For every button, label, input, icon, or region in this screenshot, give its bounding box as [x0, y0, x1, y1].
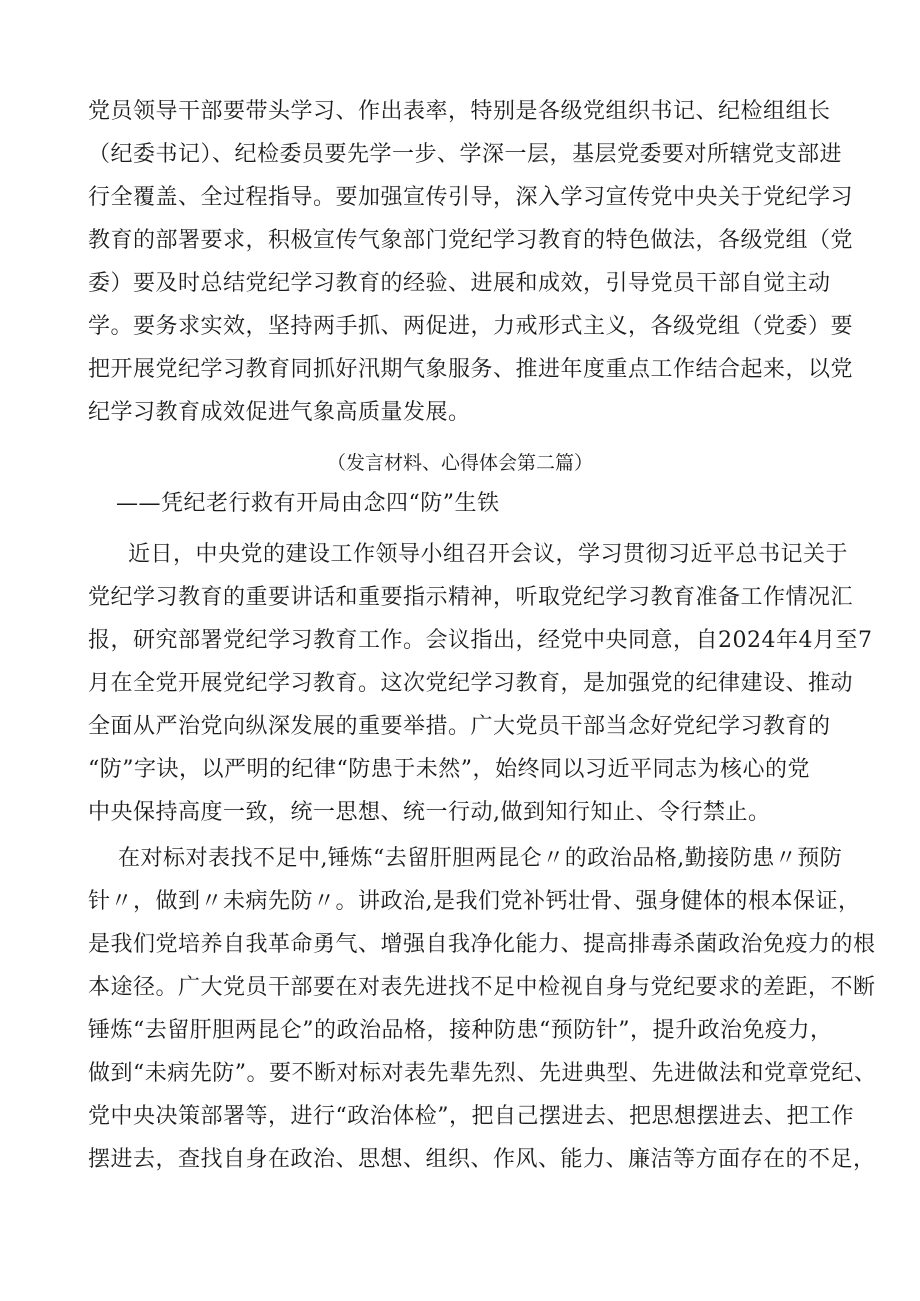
paragraph-1-line-6: 学。要务求实效，坚持两手抓、两促进，力戒形式主义，各级党组（党委）要 [88, 314, 854, 339]
paragraph-3-line-3: 是我们党培养自我革命勇气、增强自我净化能力、提高排毒杀菌政治免疫力的根 [88, 932, 876, 957]
paragraph-1-line-7: 把开展党纪学习教育同抓好汛期气象服务、推进年度重点工作结合起来，以党 [88, 357, 854, 382]
paragraph-3-line-5: 锤炼“去留肝胆两昆仑”的政治品格，接种防患“预防针”，提升政治免疫力， [88, 1018, 833, 1043]
paragraph-1-line-4: 教育的部署要求，积极宣传气象部门党纪学习教育的特色做法，各级党组（党 [88, 228, 854, 253]
paragraph-3-line-8: 摆进去，查找自身在政治、思想、组织、作风、能力、廉洁等方面存在的不足， [88, 1147, 876, 1172]
section-heading: （发言材料、心得体会第二篇） [326, 452, 593, 474]
paragraph-1-line-1: 党员领导干部要带头学习、作出表率，特别是各级党组织书记、纪检组组长 [88, 99, 831, 124]
paragraph-2-line-3: 报，研究部署党纪学习教育工作。会议指出，经党中央同意，自2024年4月至7 [88, 628, 873, 653]
paragraph-3-line-2: 针〃，做到〃未病先防〃。讲政治,是我们党补钙壮骨、强身健体的根本保证， [88, 889, 861, 914]
paragraph-1-line-8: 纪学习教育成效促进气象高质量发展。 [88, 400, 471, 425]
paragraph-2-line-1: 近日，中央党的建设工作领导小组召开会议，学习贯彻习近平总书记关于 [128, 542, 849, 567]
paragraph-1-line-3: 行全覆盖、全过程指导。要加强宣传引导，深入学习宣传党中央关于党纪学习 [88, 185, 854, 210]
section-subtitle: ——凭纪老行救有开局由念四“防”生铁 [116, 491, 500, 516]
paragraph-1-line-2: （纪委书记）、纪检委员要先学一步、学深一层，基层党委要对所辖党支部进 [88, 142, 843, 167]
paragraph-3-line-7: 党中央决策部署等，进行“政治体检”，把自己摆进去、把思想摆进去、把工作 [88, 1104, 854, 1129]
paragraph-2-line-2: 党纪学习教育的重要讲话和重要指示精神，听取党纪学习教育准备工作情况汇 [88, 585, 854, 610]
paragraph-3-line-1: 在对标对表找不足中,锤炼“去留肝胆两昆仑〃的政治品格,勤接防患〃预防 [118, 846, 843, 871]
paragraph-2-line-7: 中央保持高度一致，统一思想、统一行动,做到知行知止、令行禁止。 [88, 800, 771, 825]
paragraph-2-line-6: “防”字诀，以严明的纪律“防患于未然”，始终同以习近平同志为核心的党 [88, 757, 810, 782]
paragraph-3-line-4: 本途径。广大党员干部要在对表先进找不足中检视自身与党纪要求的差距，不断 [88, 975, 876, 1000]
paragraph-2-line-5: 全面从严治党向纵深发展的重要举措。广大党员干部当念好党纪学习教育的 [88, 714, 831, 739]
paragraph-3-line-6: 做到“未病先防”。要不断对标对表先辈先烈、先进典型、先进做法和党章党纪、 [88, 1061, 877, 1086]
paragraph-1-line-5: 委）要及时总结党纪学习教育的经验、进展和成效，引导党员干部自觉主动 [88, 271, 831, 296]
paragraph-2-line-4: 月在全党开展党纪学习教育。这次党纪学习教育，是加强党的纪律建设、推动 [88, 671, 854, 696]
